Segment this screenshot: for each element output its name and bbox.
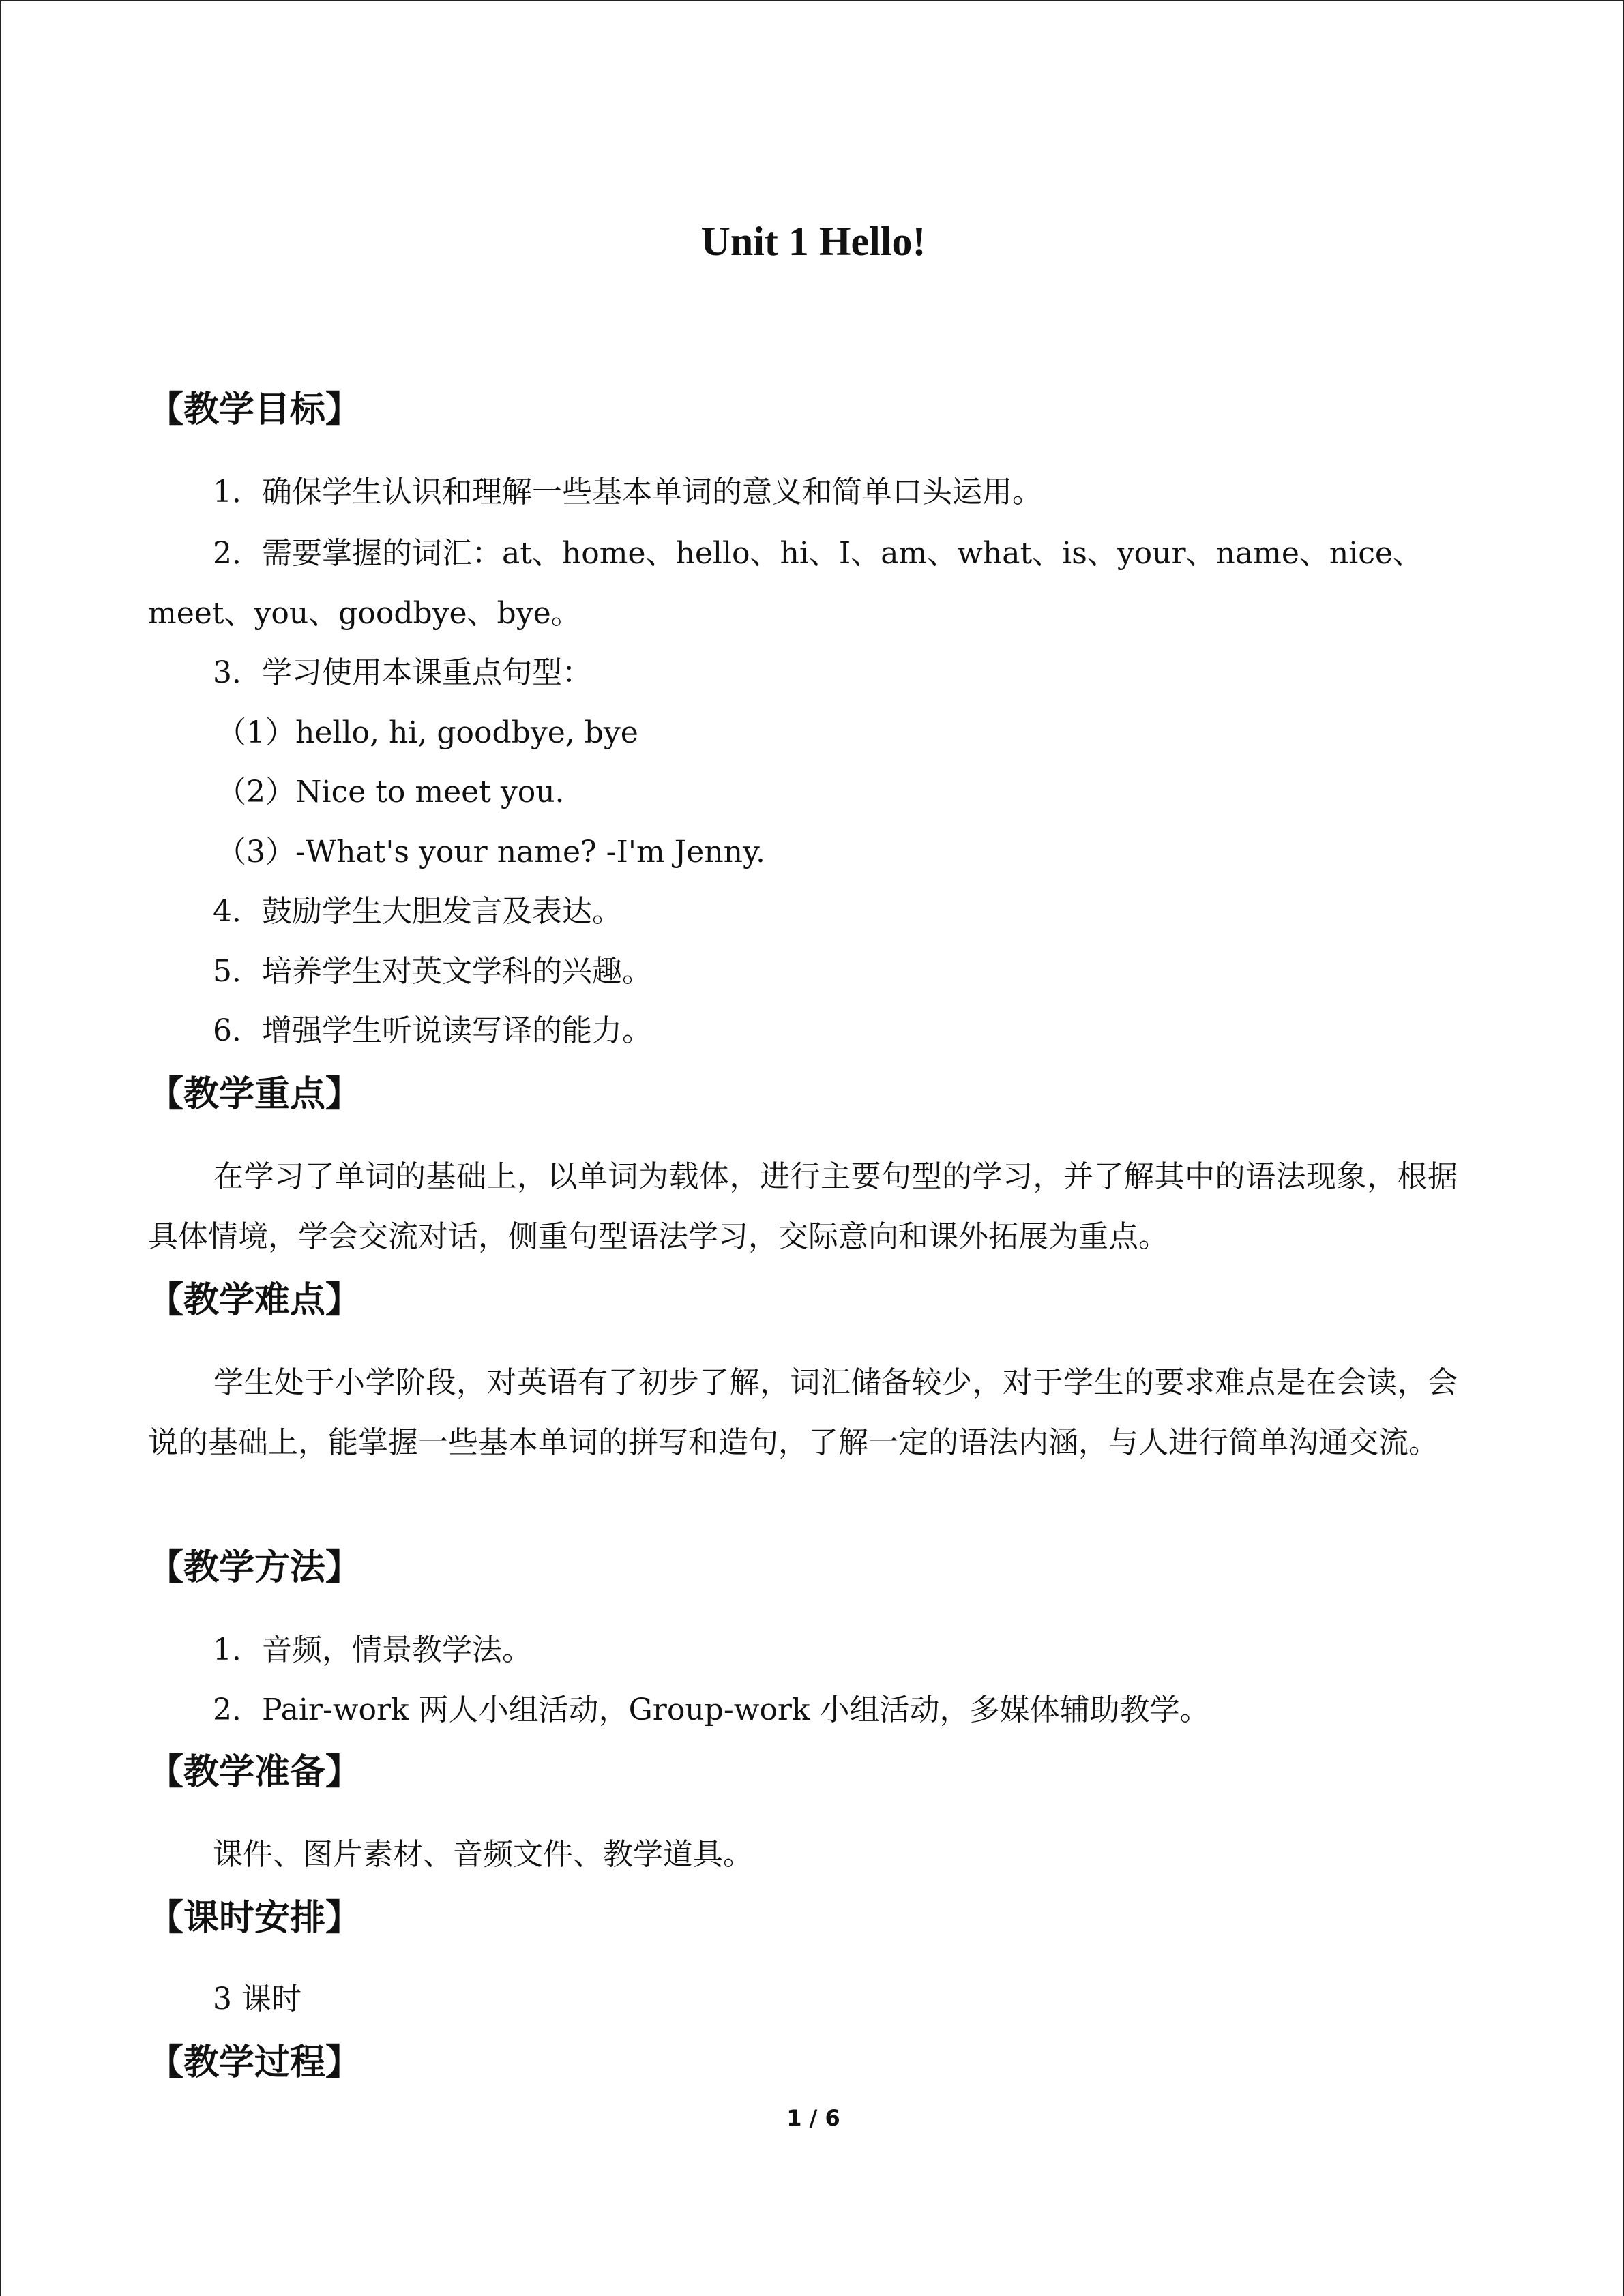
section-heading-difficulties: 【教学难点】 <box>148 1280 361 1321</box>
difficulties-paragraph: 学生处于小学阶段，对英语有了初步了解，词汇储备较少，对于学生的要求难点是在会读，会说的基础上，能掌握一些基本单词的拼写和造句，了解一定的语法内涵，与人进行简单沟通交流。 <box>148 1365 1458 1460</box>
sentence-pattern-2: （2）Nice to meet you. <box>216 775 565 809</box>
page-number: 1 / 6 <box>786 2105 840 2131</box>
preparation-text: 课件、图片素材、音频文件、教学道具。 <box>213 1837 753 1872</box>
objective-item-2-line-2: meet、you、goodbye、bye。 <box>148 596 581 631</box>
sentence-pattern-3: （3）-What's your name? -I'm Jenny. <box>216 835 766 869</box>
schedule-text: 3 课时 <box>213 1982 301 2016</box>
section-heading-key-points: 【教学重点】 <box>148 1074 361 1115</box>
section-heading-schedule: 【课时安排】 <box>148 1898 361 1939</box>
objective-item-4: 4．鼓励学生大胆发言及表达。 <box>213 894 622 929</box>
objective-item-6: 6．增强学生听说读写译的能力。 <box>213 1013 652 1048</box>
objective-item-3: 3．学习使用本课重点句型： <box>213 655 592 690</box>
objective-item-5: 5．培养学生对英文学科的兴趣。 <box>213 954 652 989</box>
objective-item-2-line-1: 2．需要掌握的词汇：at、home、hello、hi、I、am、what、is、your、name、nice、 <box>213 536 1423 571</box>
section-heading-process: 【教学过程】 <box>148 2042 361 2083</box>
section-heading-methods: 【教学方法】 <box>148 1547 361 1588</box>
section-heading-preparation: 【教学准备】 <box>148 1752 361 1793</box>
document-title: Unit 1 Hello! <box>700 219 926 264</box>
sentence-pattern-1: （1）hello, hi, goodbye, bye <box>216 715 638 750</box>
method-item-1: 1．音频，情景教学法。 <box>213 1632 532 1667</box>
section-heading-objectives: 【教学目标】 <box>148 389 361 430</box>
method-item-2: 2．Pair-work 两人小组活动，Group-work 小组活动，多媒体辅助教学。 <box>213 1693 1210 1727</box>
objective-item-1: 1．确保学生认识和理解一些基本单词的意义和简单口头运用。 <box>213 475 1042 509</box>
key-points-paragraph: 在学习了单词的基础上，以单词为载体，进行主要句型的学习，并了解其中的语法现象，根据具体情境，学会交流对话，侧重句型语法学习，交际意向和课外拓展为重点。 <box>148 1159 1458 1254</box>
